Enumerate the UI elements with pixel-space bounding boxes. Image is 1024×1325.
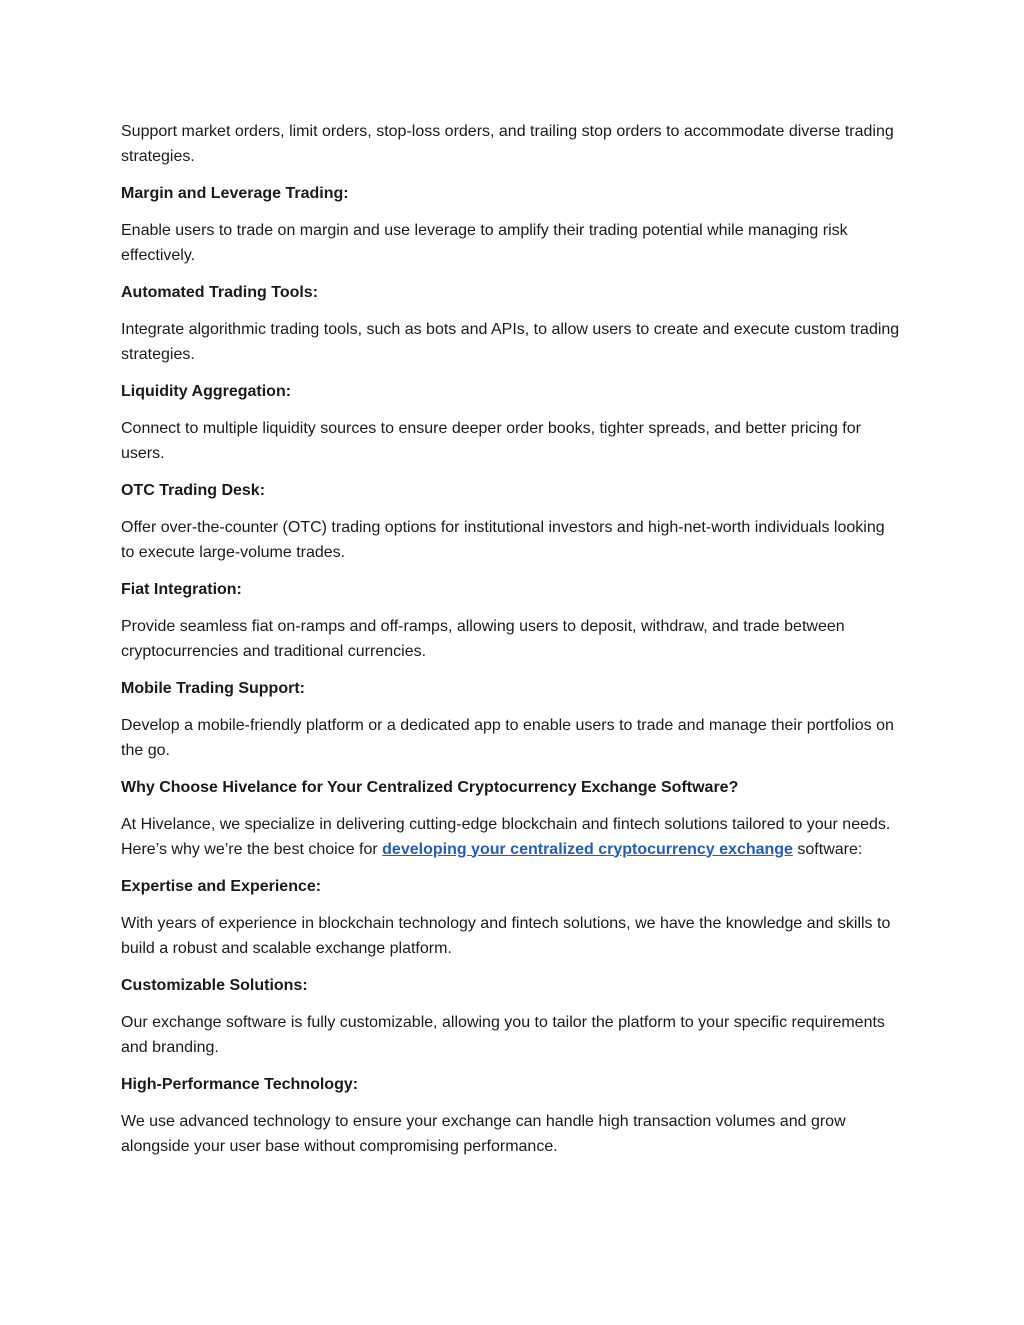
paragraph-why-hivelance-outro: software: [792,840,863,858]
heading-fiat-integration: Fiat Integration: [121,581,242,598]
paragraph-why-hivelance [121,813,901,862]
heading-high-performance: High-Performance Technology: [121,1076,359,1093]
paragraph-why-hivelance-intro: At Hivelance, we specialize in delivering cutting-edge blockchain and fintech solutions tailored to your needs. Here’s why we’re the best choice for [121,816,891,858]
centralized-exchange-link[interactable]: developing your centralized cryptocurrency exchange [382,840,793,858]
heading-mobile-trading: Mobile Trading Support: [121,680,305,697]
heading-otc-desk: OTC Trading Desk: [121,482,266,499]
document-page [121,120,901,1172]
heading-liquidity: Liquidity Aggregation: [121,383,292,400]
paragraph-expertise: With years of experience in blockchain technology and fintech solutions, we have the knowledge and skills to build a robust and scalable exchange platform. [121,915,891,957]
paragraph-mobile-trading: Develop a mobile-friendly platform or a dedicated app to enable users to trade and manage their portfolios on the go. [121,717,894,759]
paragraph-customizable: Our exchange software is fully customizable, allowing you to tailor the platform to your specific requirements and branding. [121,1014,885,1056]
heading-why-hivelance: Why Choose Hivelance for Your Centralized Cryptocurrency Exchange Software? [121,779,739,796]
paragraph-high-performance: We use advanced technology to ensure your exchange can handle high transaction volumes and grow alongside your user base without compromising performance. [121,1113,846,1155]
heading-margin-leverage: Margin and Leverage Trading: [121,185,349,202]
heading-automated-tools: Automated Trading Tools: [121,284,319,301]
heading-customizable: Customizable Solutions: [121,977,308,994]
paragraph-automated-tools: Integrate algorithmic trading tools, such as bots and APIs, to allow users to create and execute custom trading strategies. [121,321,900,363]
paragraph-order-types: Support market orders, limit orders, stop-loss orders, and trailing stop orders to accommodate diverse trading strategies. [121,123,894,165]
paragraph-margin-leverage: Enable users to trade on margin and use leverage to amplify their trading potential while managing risk effectively. [121,222,848,264]
paragraph-liquidity: Connect to multiple liquidity sources to ensure deeper order books, tighter spreads, and better pricing for users. [121,420,861,462]
paragraph-otc-desk: Offer over-the-counter (OTC) trading options for institutional investors and high-net-worth individuals looking to execute large-volume trades. [121,519,885,561]
paragraph-fiat-integration: Provide seamless fiat on-ramps and off-ramps, allowing users to deposit, withdraw, and trade between cryptocurrencies and traditional currencies. [121,618,845,660]
heading-expertise: Expertise and Experience: [121,878,322,895]
